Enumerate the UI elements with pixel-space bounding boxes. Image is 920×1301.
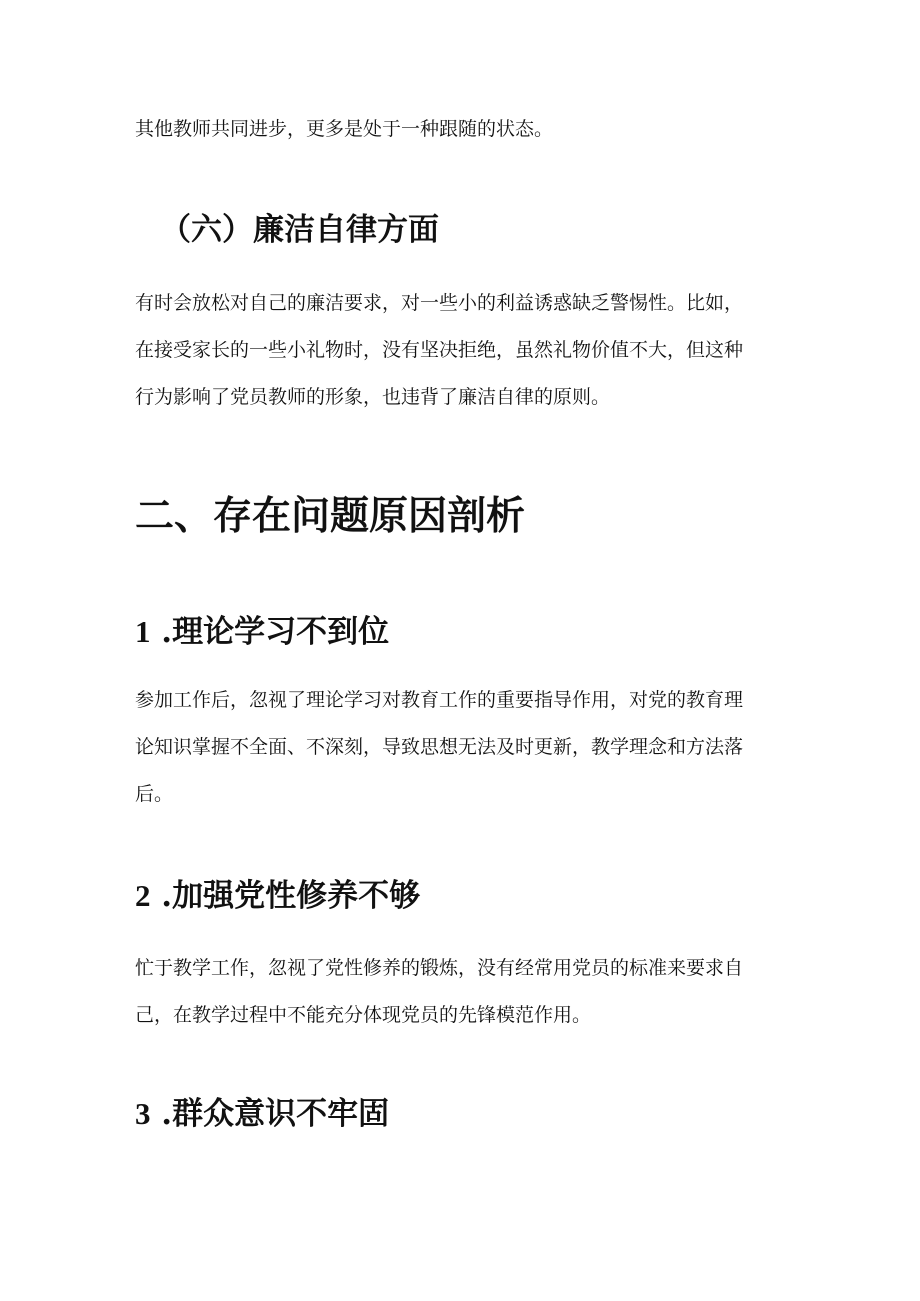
item-2-paragraph bbox=[135, 945, 785, 1039]
section-6-heading-block bbox=[160, 210, 810, 250]
intro-paragraph bbox=[135, 106, 785, 153]
item-2-heading-block bbox=[135, 876, 785, 916]
paragraph-line: 忙于教学工作，忽视了党性修养的锻炼，没有经常用党员的标准来要求自 bbox=[135, 957, 744, 979]
item-2-heading bbox=[135, 876, 785, 916]
item-1-paragraph bbox=[135, 677, 785, 818]
item-1-heading-block bbox=[135, 612, 785, 652]
paragraph-line: 有时会放松对自己的廉洁要求，对一些小的利益诱惑缺乏警惕性。比如， bbox=[135, 292, 744, 314]
item-3-heading-block bbox=[135, 1094, 785, 1134]
paragraph-line: 己，在教学过程中不能充分体现党员的先锋模范作用。 bbox=[135, 1004, 592, 1026]
paragraph-line: 参加工作后，忽视了理论学习对教育工作的重要指导作用，对党的教育理 bbox=[135, 689, 744, 711]
paragraph-line: 行为影响了党员教师的形象，也违背了廉洁自律的原则。 bbox=[135, 386, 611, 408]
paragraph-line: 在接受家长的一些小礼物时，没有坚决拒绝，虽然礼物价值不大，但这种 bbox=[135, 339, 744, 361]
paragraph-line: 其他教师共同进步，更多是处于一种跟随的状态。 bbox=[135, 118, 554, 140]
part-2-heading: 二、存在问题原因剖析 bbox=[135, 493, 526, 539]
part-2-heading-block bbox=[135, 492, 785, 540]
item-1-number: 1 bbox=[135, 614, 151, 649]
item-1-title: .理论学习不到位 bbox=[161, 614, 390, 650]
section-6-paragraph bbox=[135, 280, 785, 421]
section-6-heading: （六）廉洁自律方面 bbox=[160, 212, 439, 248]
item-3-title: .群众意识不牢固 bbox=[161, 1096, 390, 1132]
item-1-heading bbox=[135, 612, 785, 652]
item-2-title: .加强党性修养不够 bbox=[161, 878, 421, 914]
item-2-number: 2 bbox=[135, 878, 151, 913]
item-3-heading bbox=[135, 1094, 785, 1134]
paragraph-line: 论知识掌握不全面、不深刻，导致思想无法及时更新，教学理念和方法落 bbox=[135, 736, 744, 758]
item-3-number: 3 bbox=[135, 1096, 151, 1131]
paragraph-line: 后。 bbox=[135, 783, 174, 805]
